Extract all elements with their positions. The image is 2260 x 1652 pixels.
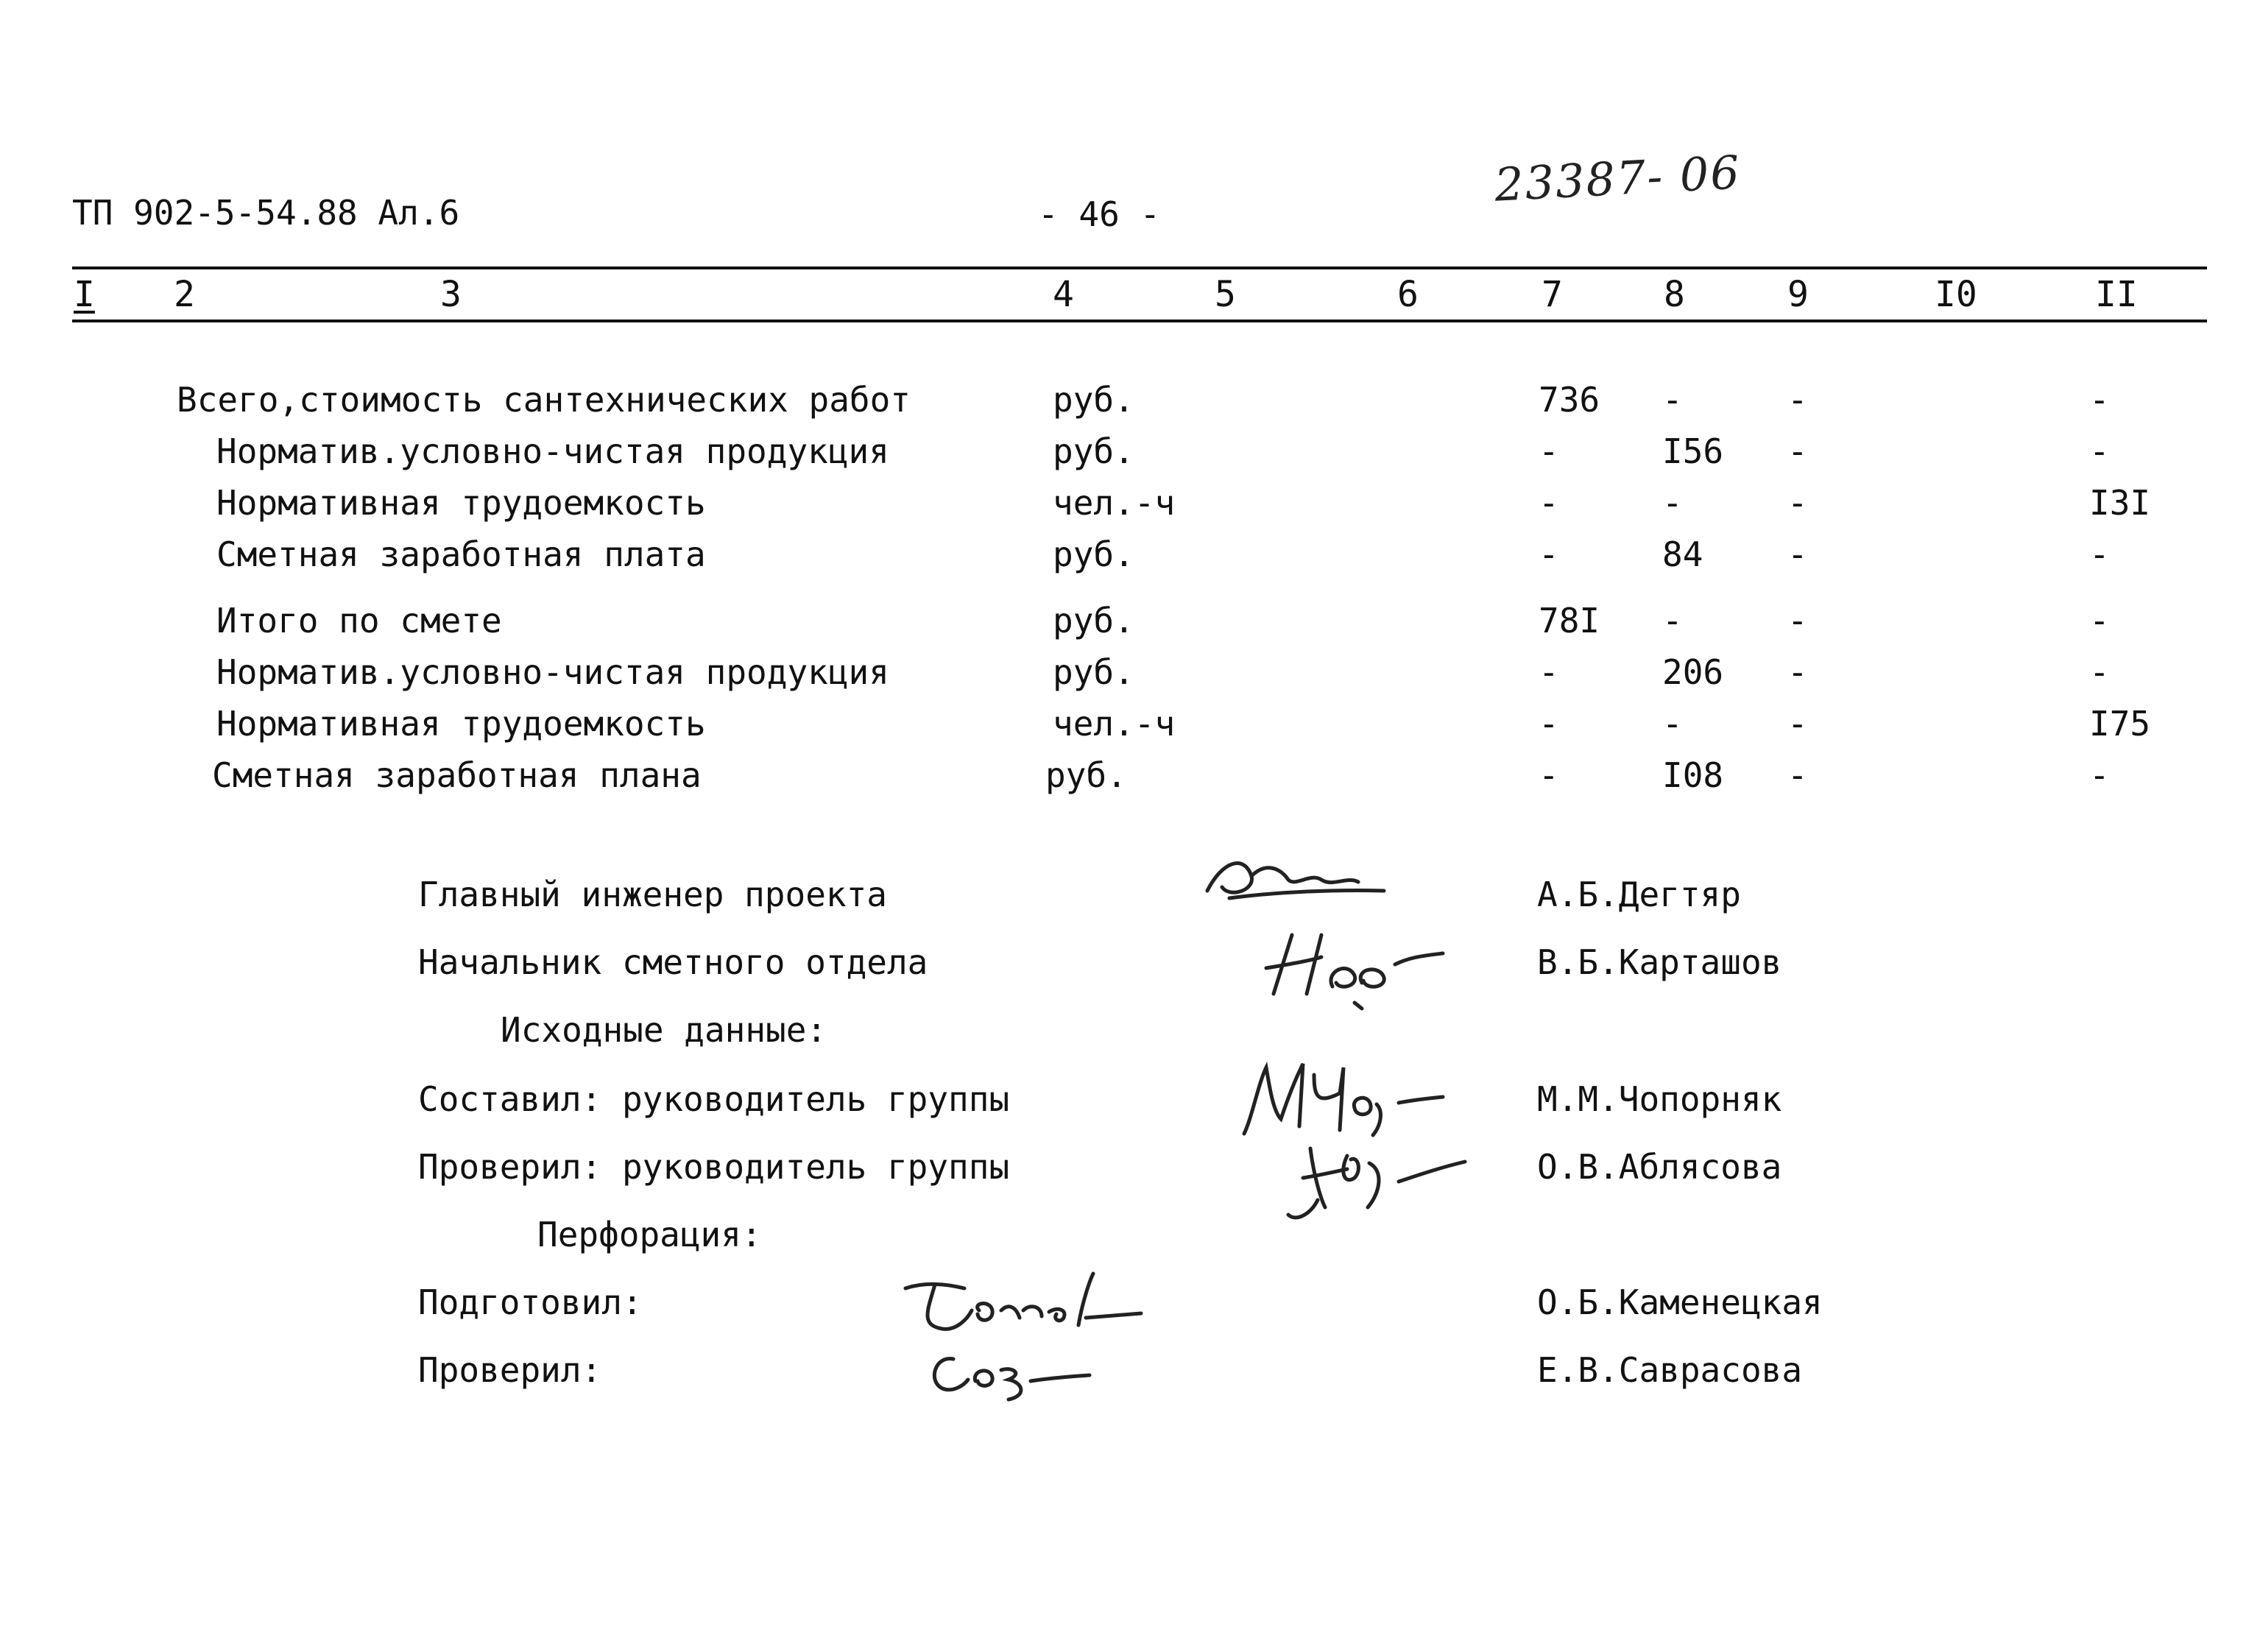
table-header-rule: [72, 320, 2207, 322]
table-row: [0, 431, 2260, 476]
table-row: [0, 601, 2260, 645]
row-label: Нормативная трудоемкость: [216, 483, 706, 523]
table-row: [0, 483, 2260, 527]
row-unit: руб.: [1053, 431, 1134, 471]
row-col7: -: [1539, 704, 1559, 744]
signature-row: [0, 1079, 2260, 1131]
signature-name: В.Б.Карташов: [1537, 942, 1782, 982]
row-col11: -: [2089, 601, 2110, 640]
row-col11: I75: [2089, 704, 2151, 744]
row-col11: -: [2089, 652, 2110, 692]
row-col9: -: [1787, 704, 1808, 744]
row-col9: -: [1787, 483, 1808, 523]
signature-row: [0, 1147, 2260, 1199]
column-number-11: II: [2095, 274, 2138, 315]
handwritten-signature: [920, 1337, 1112, 1403]
row-col11: -: [2089, 534, 2110, 574]
handwritten-signature: [1200, 847, 1391, 913]
signature-section-heading: [0, 1010, 2260, 1062]
row-col9: -: [1787, 431, 1808, 471]
row-label: Норматив.условно-чистая продукция: [216, 431, 889, 471]
row-col11: -: [2089, 755, 2110, 795]
page-number: - 46 -: [1038, 194, 1161, 234]
row-col8: 206: [1662, 652, 1724, 692]
row-col8: -: [1662, 601, 1683, 640]
signature-row: [0, 942, 2260, 994]
row-label: Нормативная трудоемкость: [216, 704, 706, 744]
signature-name: Е.В.Саврасова: [1537, 1350, 1803, 1390]
row-col8: -: [1662, 483, 1683, 523]
column-number-10: I0: [1935, 274, 1977, 315]
handwritten-signature: [898, 1266, 1148, 1347]
row-unit: руб.: [1053, 601, 1134, 640]
document-code: ТП 902-5-54.88 Ал.6: [72, 193, 460, 233]
signature-name: А.Б.Дегтяр: [1537, 875, 1741, 914]
column-number-2: 2: [174, 274, 195, 315]
row-unit: чел.-ч: [1053, 704, 1176, 744]
column-number-6: 6: [1397, 274, 1419, 315]
column-number-5: 5: [1215, 274, 1236, 315]
signature-role: Проверил:: [418, 1350, 602, 1390]
column-number-4: 4: [1053, 274, 1074, 315]
signature-row: [0, 1350, 2260, 1402]
signature-name: О.В.Аблясова: [1537, 1147, 1782, 1187]
row-label: Сметная заработная плана: [212, 755, 702, 795]
column-number-9: 9: [1787, 274, 1809, 315]
row-col7: -: [1539, 483, 1559, 523]
signature-name: О.Б.Каменецкая: [1537, 1282, 1823, 1322]
signature-role: Проверил: руководитель группы: [418, 1147, 1010, 1187]
section-heading: Перфорация:: [537, 1215, 762, 1254]
table-row: [0, 652, 2260, 696]
row-col9: -: [1787, 534, 1808, 574]
row-col8: -: [1662, 704, 1683, 744]
row-col8: -: [1662, 380, 1683, 420]
row-col8: I08: [1662, 755, 1724, 795]
row-col8: 84: [1662, 534, 1703, 574]
row-col9: -: [1787, 380, 1808, 420]
row-col9: -: [1787, 755, 1808, 795]
row-label: Норматив.условно-чистая продукция: [216, 652, 889, 692]
table-row: [0, 380, 2260, 424]
row-col8: I56: [1662, 431, 1724, 471]
row-unit: чел.-ч: [1053, 483, 1176, 523]
column-number-1: I: [74, 274, 95, 315]
row-col7: -: [1539, 652, 1559, 692]
row-col11: -: [2089, 431, 2110, 471]
table-top-rule: [72, 266, 2207, 269]
column-number-7: 7: [1542, 274, 1563, 315]
signature-role: Подготовил:: [418, 1282, 643, 1322]
row-label: Итого по смете: [216, 601, 502, 640]
row-label: Сметная заработная плата: [216, 534, 706, 574]
column-number-3: 3: [440, 274, 462, 315]
row-label: Всего,стоимость сантехнических работ: [177, 380, 911, 420]
handwritten-signature: [1251, 920, 1450, 1016]
table-row: [0, 704, 2260, 748]
row-col9: -: [1787, 601, 1808, 640]
row-unit: руб.: [1053, 380, 1134, 420]
handwritten-signature: [1281, 1134, 1472, 1229]
row-col7: -: [1539, 431, 1559, 471]
signature-name: М.М.Чопорняк: [1537, 1079, 1782, 1119]
column-number-8: 8: [1664, 274, 1685, 315]
row-col7: -: [1539, 755, 1559, 795]
table-row: [0, 755, 2260, 799]
row-col9: -: [1787, 652, 1808, 692]
row-unit: руб.: [1053, 534, 1134, 574]
row-unit: руб.: [1045, 755, 1127, 795]
row-col7: -: [1539, 534, 1559, 574]
row-col11: I3I: [2089, 483, 2151, 523]
row-col11: -: [2089, 380, 2110, 420]
signature-role: Начальник сметного отдела: [418, 942, 928, 982]
section-heading: Исходные данные:: [501, 1010, 827, 1050]
signature-role: Главный инженер проекта: [418, 875, 887, 914]
row-unit: руб.: [1053, 652, 1134, 692]
row-col7: 736: [1539, 380, 1600, 420]
handwritten-document-number: 23387- 06: [1493, 145, 1742, 212]
signature-role: Составил: руководитель группы: [418, 1079, 1010, 1119]
signature-row: [0, 875, 2260, 926]
table-row: [0, 534, 2260, 579]
signature-section-heading: [0, 1215, 2260, 1266]
row-col7: 78I: [1539, 601, 1600, 640]
